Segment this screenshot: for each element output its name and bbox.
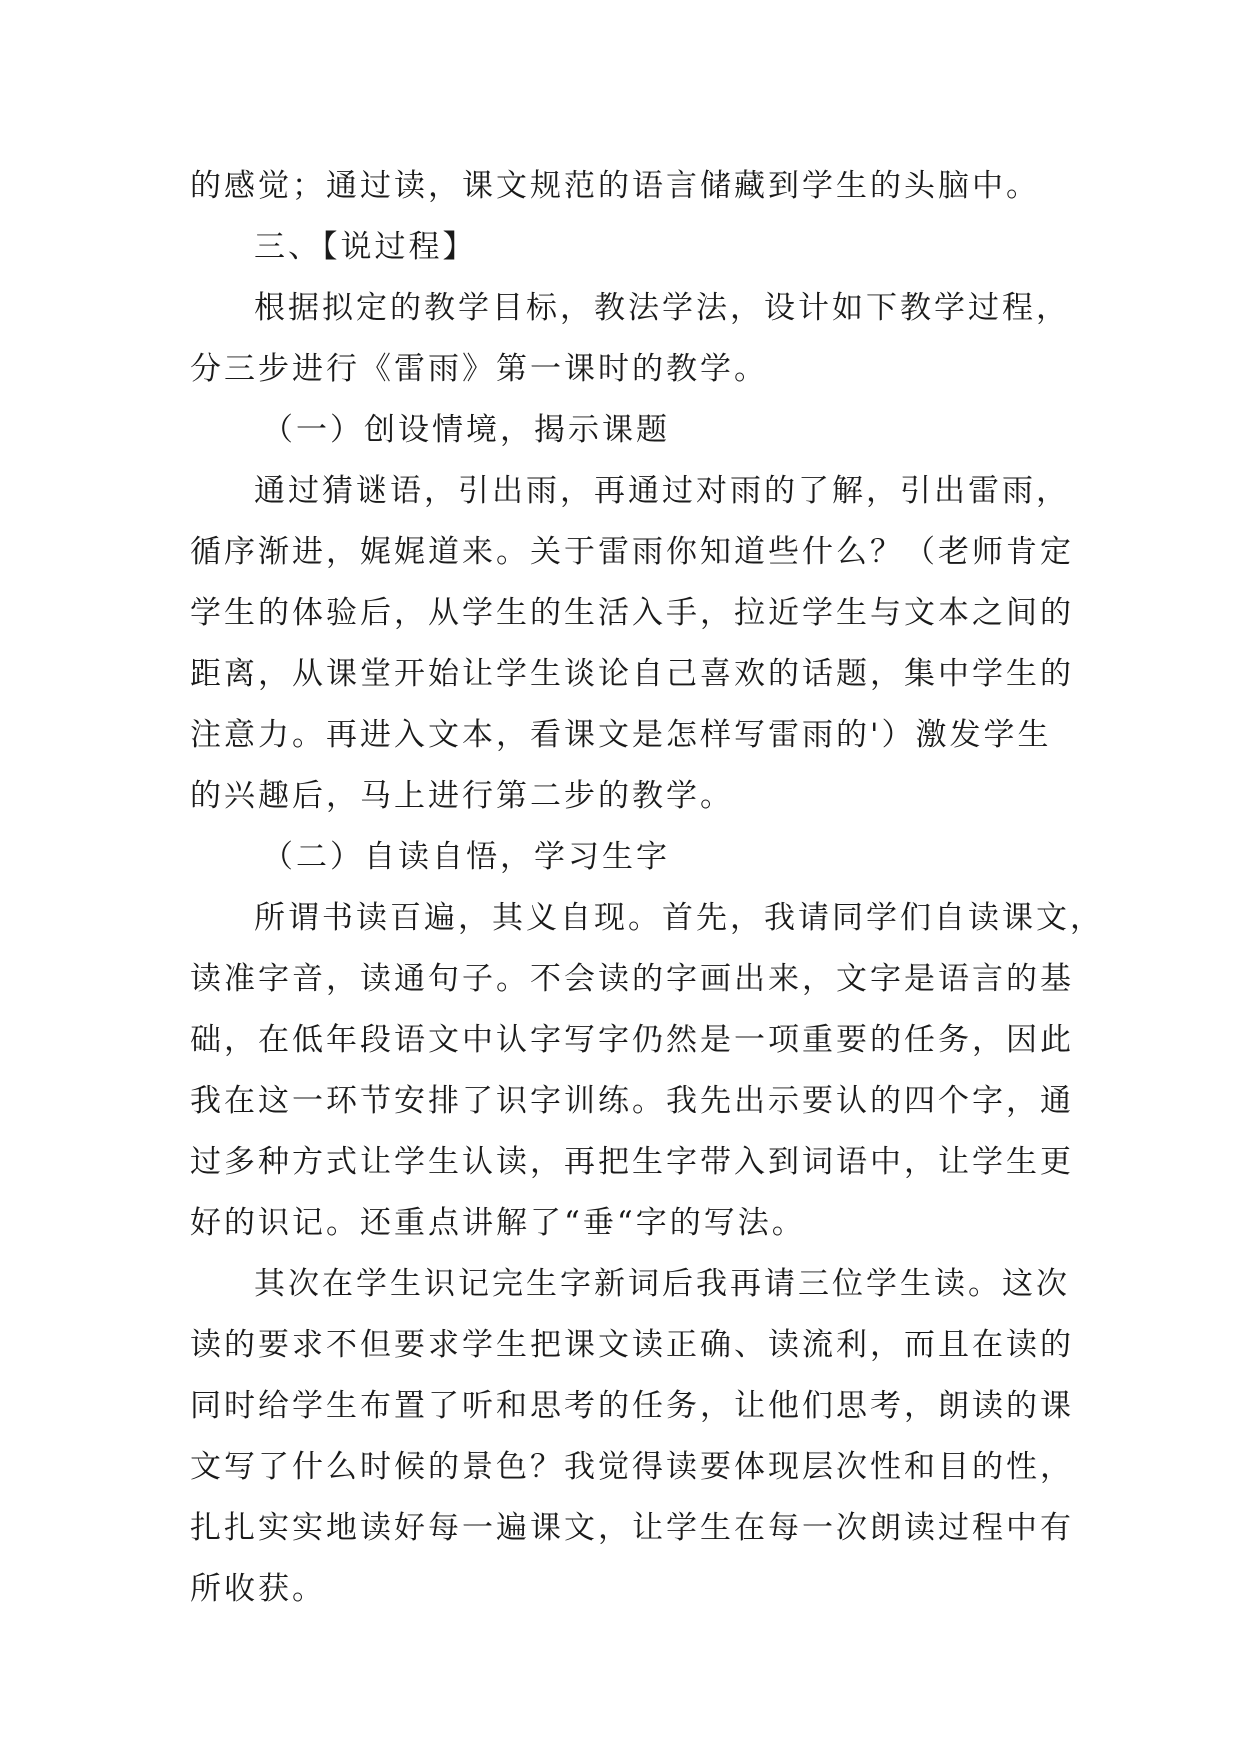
paragraph-line: 根据拟定的教学目标，教法学法，设计如下教学过程， <box>254 290 1070 326</box>
paragraph-line: 注意力。再进入文本，看课文是怎样写雷雨的'）激发学生 <box>190 717 1052 753</box>
paragraph-line: 读的要求不但要求学生把课文读正确、读流利，而且在读的 <box>190 1327 1074 1363</box>
paragraph-line: 扎扎实实地读好每一遍课文，让学生在每一次朗读过程中有 <box>190 1510 1074 1546</box>
paragraph-line: 读准字音，读通句子。不会读的字画出来，文字是语言的基 <box>190 961 1074 997</box>
paragraph-line: 通过猜谜语，引出雨，再通过对雨的了解，引出雷雨， <box>254 473 1070 509</box>
paragraph-line: 础，在低年段语文中认字写字仍然是一项重要的任务，因此 <box>190 1022 1074 1058</box>
paragraph-line: 分三步进行《雷雨》第一课时的教学。 <box>190 351 768 387</box>
paragraph-line: 好的识记。还重点讲解了“垂“字的写法。 <box>190 1205 806 1241</box>
paragraph-line: 学生的体验后，从学生的生活入手，拉近学生与文本之间的 <box>190 595 1074 631</box>
paragraph-line: 过多种方式让学生认读，再把生字带入到词语中，让学生更 <box>190 1144 1074 1180</box>
paragraph-line: 文写了什么时候的景色？我觉得读要体现层次性和目的性， <box>190 1449 1074 1485</box>
paragraph-line: 所谓书读百遍，其义自现。首先，我请同学们自读课文， <box>254 900 1104 936</box>
subsection-heading: （二）自读自悟，学习生字 <box>262 839 670 875</box>
paragraph-line: 其次在学生识记完生字新词后我再请三位学生读。这次 <box>254 1266 1070 1302</box>
paragraph-line: 我在这一环节安排了识字训练。我先出示要认的四个字，通 <box>190 1083 1074 1119</box>
subsection-heading: （一）创设情境，揭示课题 <box>262 412 670 448</box>
paragraph-line: 同时给学生布置了听和思考的任务，让他们思考，朗读的课 <box>190 1388 1074 1424</box>
section-heading: 三、【说过程】 <box>254 229 477 265</box>
paragraph-line: 循序渐进，娓娓道来。关于雷雨你知道些什么？（老师肯定 <box>190 534 1074 570</box>
paragraph-line: 的兴趣后，马上进行第二步的教学。 <box>190 778 734 814</box>
paragraph-line: 距离，从课堂开始让学生谈论自己喜欢的话题，集中学生的 <box>190 656 1074 692</box>
paragraph-line: 所收获。 <box>190 1571 326 1607</box>
paragraph-line: 的感觉；通过读，课文规范的语言储藏到学生的头脑中。 <box>190 168 1040 204</box>
